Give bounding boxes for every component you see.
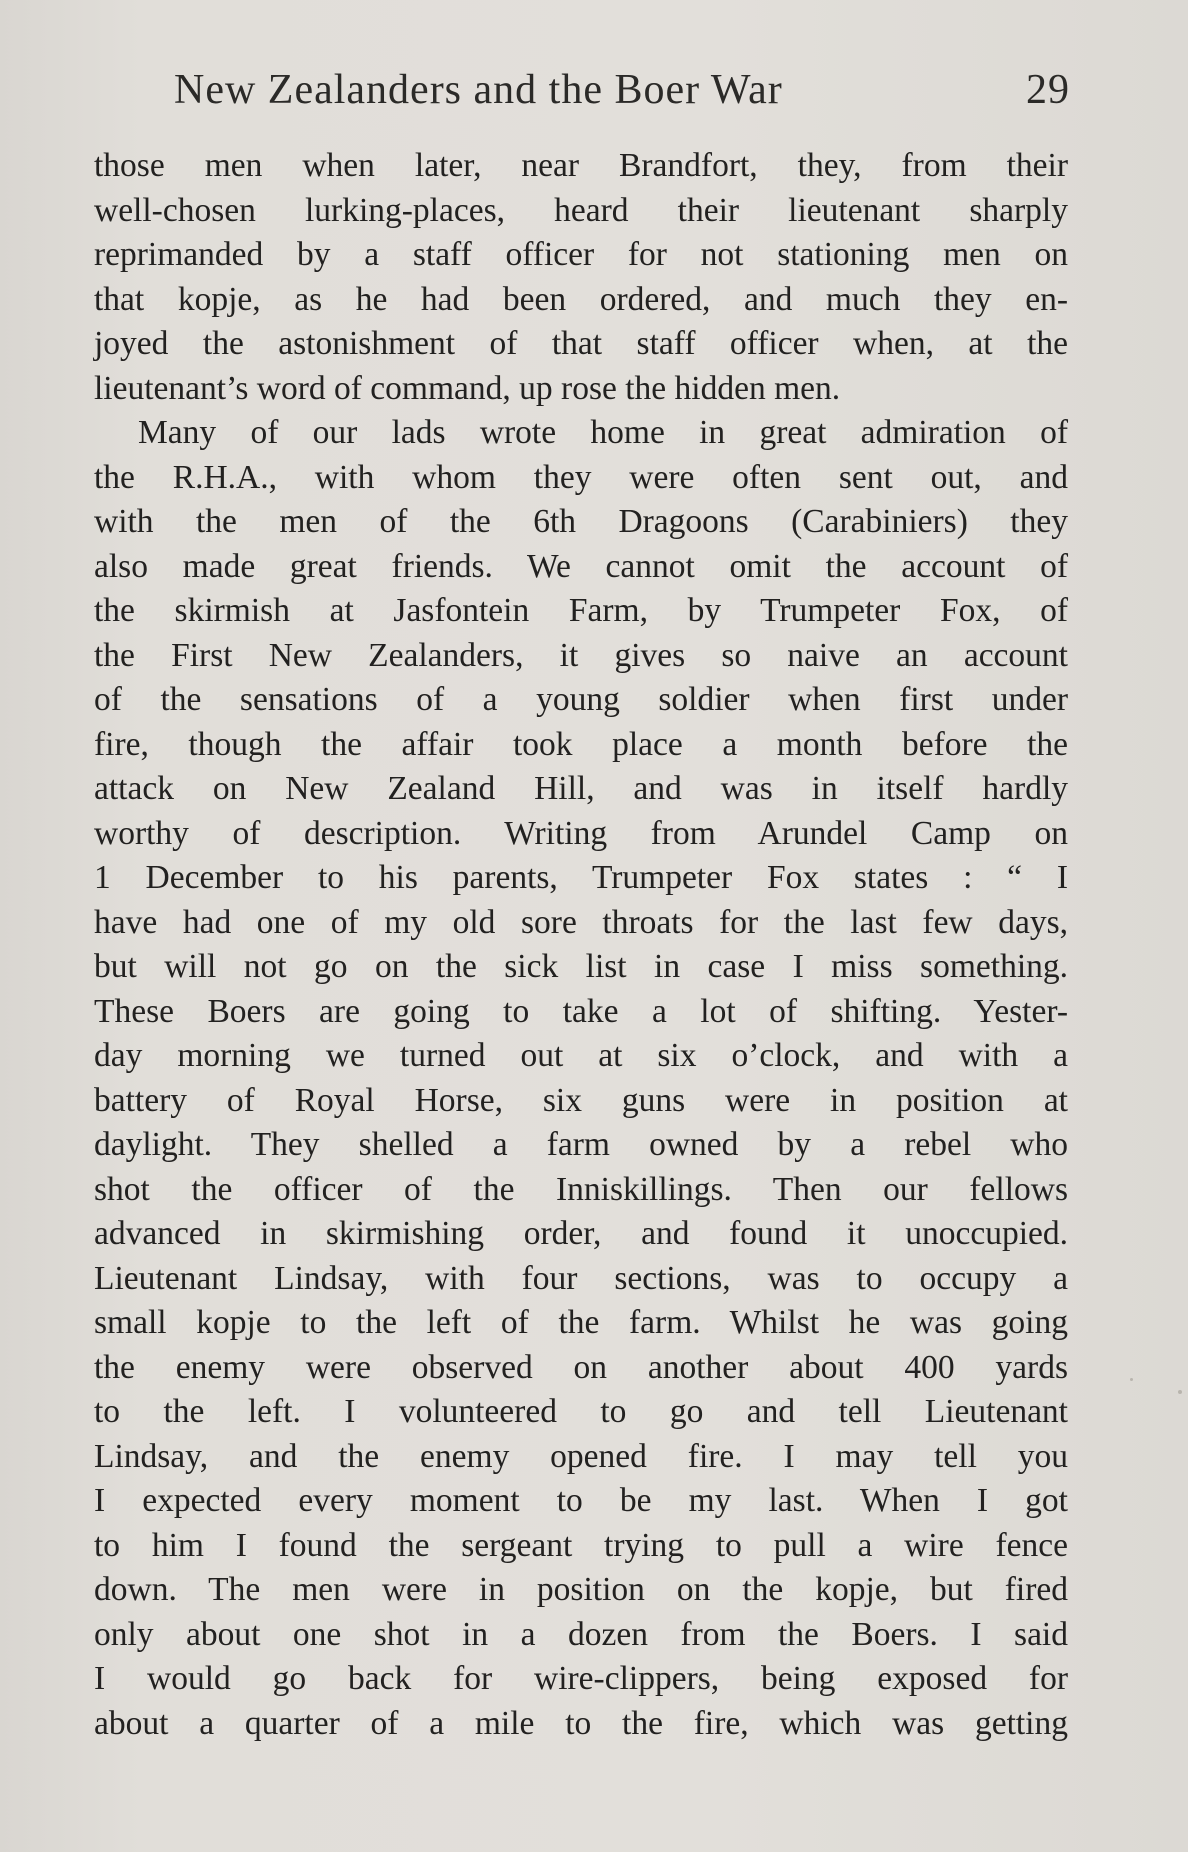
text-line: worthy of description. Writing from Arundel Camp on [94, 814, 1068, 852]
text-line: about a quarter of a mile to the fire, which was getting [94, 1704, 1068, 1742]
text-line: joyed the astonishment of that staff officer when, at the [94, 325, 1068, 362]
text-line: to the left. I volunteered to go and tell Lieutenant [94, 1393, 1068, 1430]
text-line: I would go back for wire-clippers, being exposed for [94, 1660, 1068, 1697]
text-line: daylight. They shelled a farm owned by a rebel who [94, 1126, 1068, 1163]
text-line: down. The men were in position on the kopje, but fired [94, 1571, 1068, 1608]
text-line: lieutenant’s word of command, up rose the hidden men. [94, 369, 841, 407]
text-line: advanced in skirmishing order, and found it unoccupied. [94, 1215, 1068, 1252]
text-line: Lindsay, and the enemy opened fire. I may tell you [94, 1437, 1068, 1475]
text-line: battery of Royal Horse, six guns were in position at [94, 1081, 1068, 1119]
text-line: I expected every moment to be my last. When I got [94, 1482, 1068, 1519]
text-line: but will not go on the sick list in case I miss something. [94, 948, 1068, 985]
margin-speck [1178, 1390, 1182, 1394]
text-line: have had one of my old sore throats for the last few days, [94, 903, 1068, 941]
text-line: also made great friends. We cannot omit the account of [94, 547, 1068, 585]
text-line: the R.H.A., with whom they were often sent out, and [94, 458, 1068, 496]
text-line: the enemy were observed on another about 400 yards [94, 1348, 1068, 1386]
text-line: day morning we turned out at six o’clock, and with a [94, 1037, 1068, 1074]
text-line: Lieutenant Lindsay, with four sections, was to occupy a [94, 1259, 1068, 1297]
text-line: These Boers are going to take a lot of shifting. Yester- [94, 992, 1068, 1030]
margin-speck [1130, 1378, 1133, 1381]
text-line: the skirmish at Jasfontein Farm, by Trumpeter Fox, of [94, 592, 1068, 629]
body-text [94, 144, 1068, 1746]
text-line: shot the officer of the Inniskillings. Then our fellows [94, 1170, 1068, 1208]
text-line: attack on New Zealand Hill, and was in itself hardly [94, 770, 1068, 807]
text-line: 1 December to his parents, Trumpeter Fox states : “ I [94, 859, 1068, 896]
text-line: only about one shot in a dozen from the Boers. I said [94, 1615, 1068, 1653]
text-line: well-chosen lurking-places, heard their lieutenant sharply [94, 191, 1068, 229]
text-line: reprimanded by a staff officer for not stationing men on [94, 236, 1068, 273]
running-head [94, 66, 1070, 126]
text-line: those men when later, near Brandfort, they, from their [94, 147, 1068, 184]
page-number: 29 [1026, 67, 1070, 113]
text-line: of the sensations of a young soldier when first under [94, 681, 1068, 718]
paragraph-start-line: Many of our lads wrote home in great admiration of [138, 414, 1068, 451]
text-line: that kopje, as he had been ordered, and much they en- [94, 280, 1068, 318]
text-line: the First New Zealanders, it gives so naive an account [94, 636, 1068, 674]
text-line: small kopje to the left of the farm. Whilst he was going [94, 1304, 1068, 1341]
text-line: fire, though the affair took place a month before the [94, 725, 1068, 763]
text-line: to him I found the sergeant trying to pull a wire fence [94, 1526, 1068, 1564]
text-line: with the men of the 6th Dragoons (Carabiniers) they [94, 503, 1068, 540]
running-title: New Zealanders and the Boer War [174, 67, 783, 113]
